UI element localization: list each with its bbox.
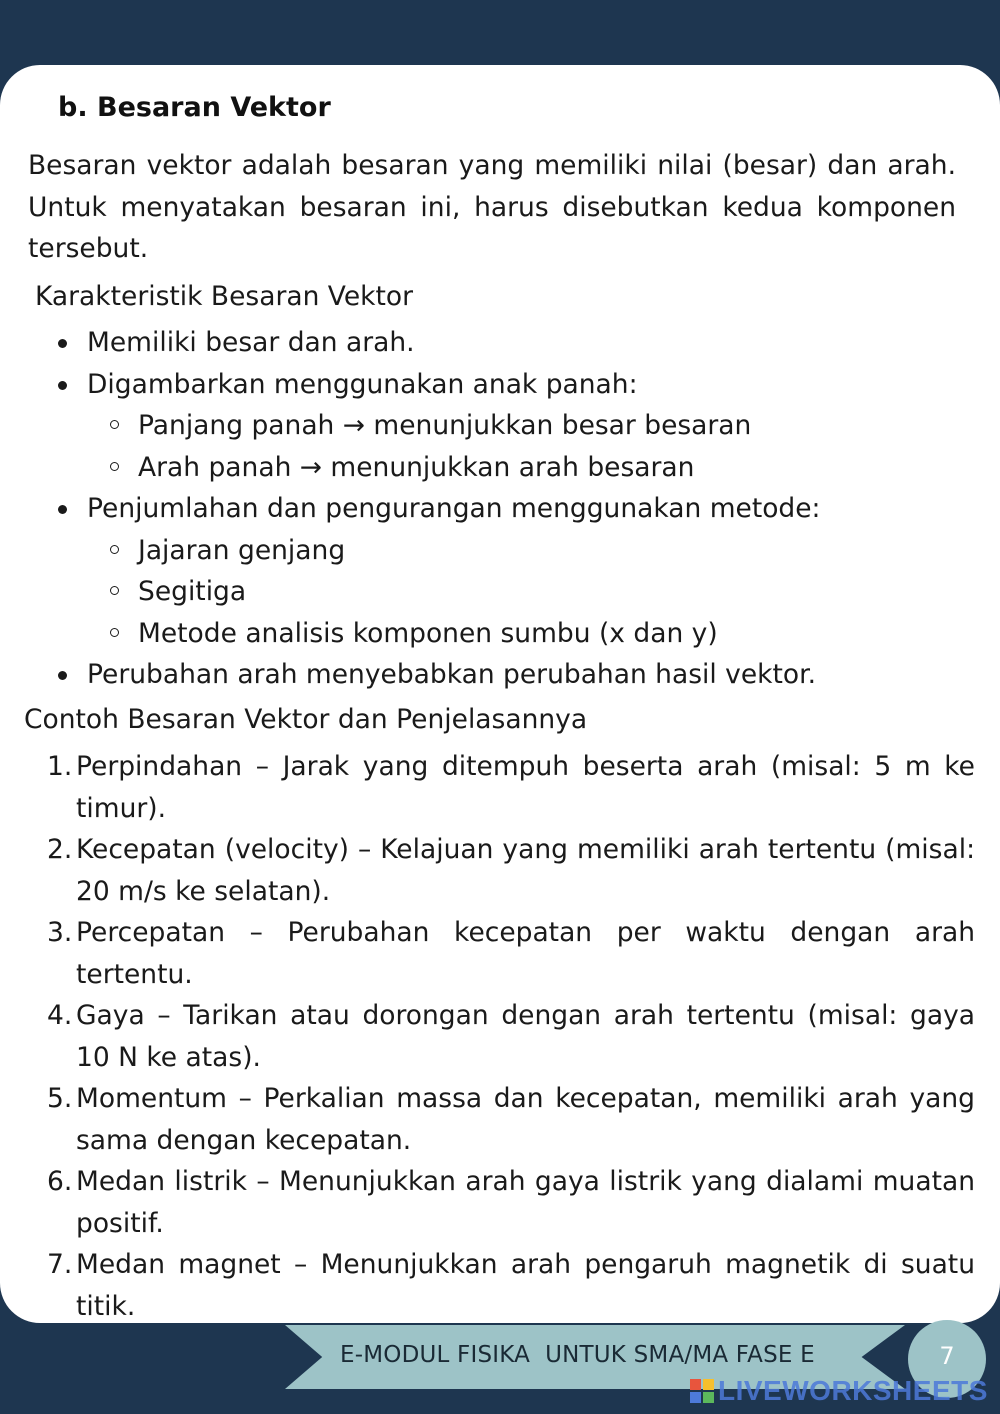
sub-list-item-text: Segitiga (138, 576, 247, 607)
list-item (0, 364, 980, 489)
example-text: Percepatan – Perubahan kecepatan per waktu dengan arah tertentu. (76, 917, 975, 990)
item-number: 5. (47, 1083, 73, 1114)
examples-heading: Contoh Besaran Vektor dan Penjelasannya (24, 704, 588, 735)
circle-bullet-icon (110, 628, 119, 637)
list-item (0, 488, 980, 654)
circle-bullet-icon (110, 420, 119, 429)
example-item (0, 1161, 975, 1244)
circle-bullet-icon (110, 586, 119, 595)
examples-list (0, 746, 975, 1327)
example-text: Momentum – Perkalian massa dan kecepatan, memiliki arah yang sama dengan kecepatan. (76, 1083, 975, 1156)
example-text: Gaya – Tarikan atau dorongan dengan arah tertentu (misal: gaya 10 N ke atas). (76, 1000, 975, 1073)
intro-paragraph: Besaran vektor adalah besaran yang memiliki nilai (besar) dan arah. Untuk menyatakan besaran ini, harus disebutkan kedua komponen tersebut. (28, 150, 956, 264)
example-item (0, 995, 975, 1078)
watermark-text: LIVEWORKSHEETS (718, 1375, 988, 1406)
sub-list-item-text: Metode analisis komponen sumbu (x dan y) (138, 617, 718, 649)
list-item-text: Penjumlahan dan pengurangan menggunakan metode: (87, 493, 821, 524)
list-item-text: Memiliki besar dan arah. (87, 327, 415, 358)
example-item (0, 912, 975, 995)
sub-list-item-text: Jajaran genjang (138, 534, 346, 566)
example-text: Medan listrik – Menunjukkan arah gaya listrik yang dialami muatan positif. (76, 1166, 975, 1239)
liveworksheets-logo-icon (690, 1379, 714, 1403)
item-number: 1. (47, 751, 73, 782)
characteristics-list (0, 322, 980, 696)
item-number: 6. (47, 1166, 73, 1197)
sub-list-item (87, 571, 980, 613)
bullet-icon (58, 339, 67, 348)
item-number: 7. (47, 1249, 73, 1280)
example-text: Perpindahan – Jarak yang ditempuh beserta arah (misal: 5 m ke timur). (76, 751, 975, 824)
example-item (0, 1078, 975, 1161)
sub-list-item (87, 405, 980, 447)
circle-bullet-icon (110, 545, 119, 554)
list-item-text: Digambarkan menggunakan anak panah: (87, 368, 638, 400)
sub-list-item-text: Arah panah → menunjukkan arah besaran (138, 451, 695, 483)
list-item-text: Perubahan arah menyebabkan perubahan hasil vektor. (87, 659, 816, 690)
sub-list-item-text: Panjang panah → menunjukkan besar besaran (138, 410, 752, 441)
list-item (0, 322, 980, 364)
example-item (0, 1244, 975, 1327)
item-number: 4. (47, 1000, 73, 1031)
example-item (0, 829, 975, 912)
example-item (0, 746, 975, 829)
sub-list (87, 530, 980, 655)
list-item (0, 654, 980, 696)
example-text: Kecepatan (velocity) – Kelajuan yang memiliki arah tertentu (misal: 20 m/s ke selatan). (76, 834, 975, 907)
example-text: Medan magnet – Menunjukkan arah pengaruh magnetik di suatu titik. (76, 1249, 975, 1322)
circle-bullet-icon (110, 462, 119, 471)
sub-list-item (87, 613, 980, 655)
bullet-icon (58, 505, 67, 514)
sub-list-item (87, 447, 980, 489)
characteristics-heading: Karakteristik Besaran Vektor (35, 281, 414, 312)
item-number: 3. (47, 917, 73, 948)
sub-list (87, 405, 980, 488)
watermark (690, 1375, 988, 1406)
section-title: b. Besaran Vektor (58, 92, 331, 123)
item-number: 2. (47, 834, 73, 865)
sub-list-item (87, 530, 980, 572)
bullet-icon (58, 381, 67, 390)
footer-title: E-MODUL FISIKA UNTUK SMA/MA FASE E (340, 1342, 815, 1368)
page-number: 7 (939, 1342, 955, 1370)
bullet-icon (58, 671, 67, 680)
